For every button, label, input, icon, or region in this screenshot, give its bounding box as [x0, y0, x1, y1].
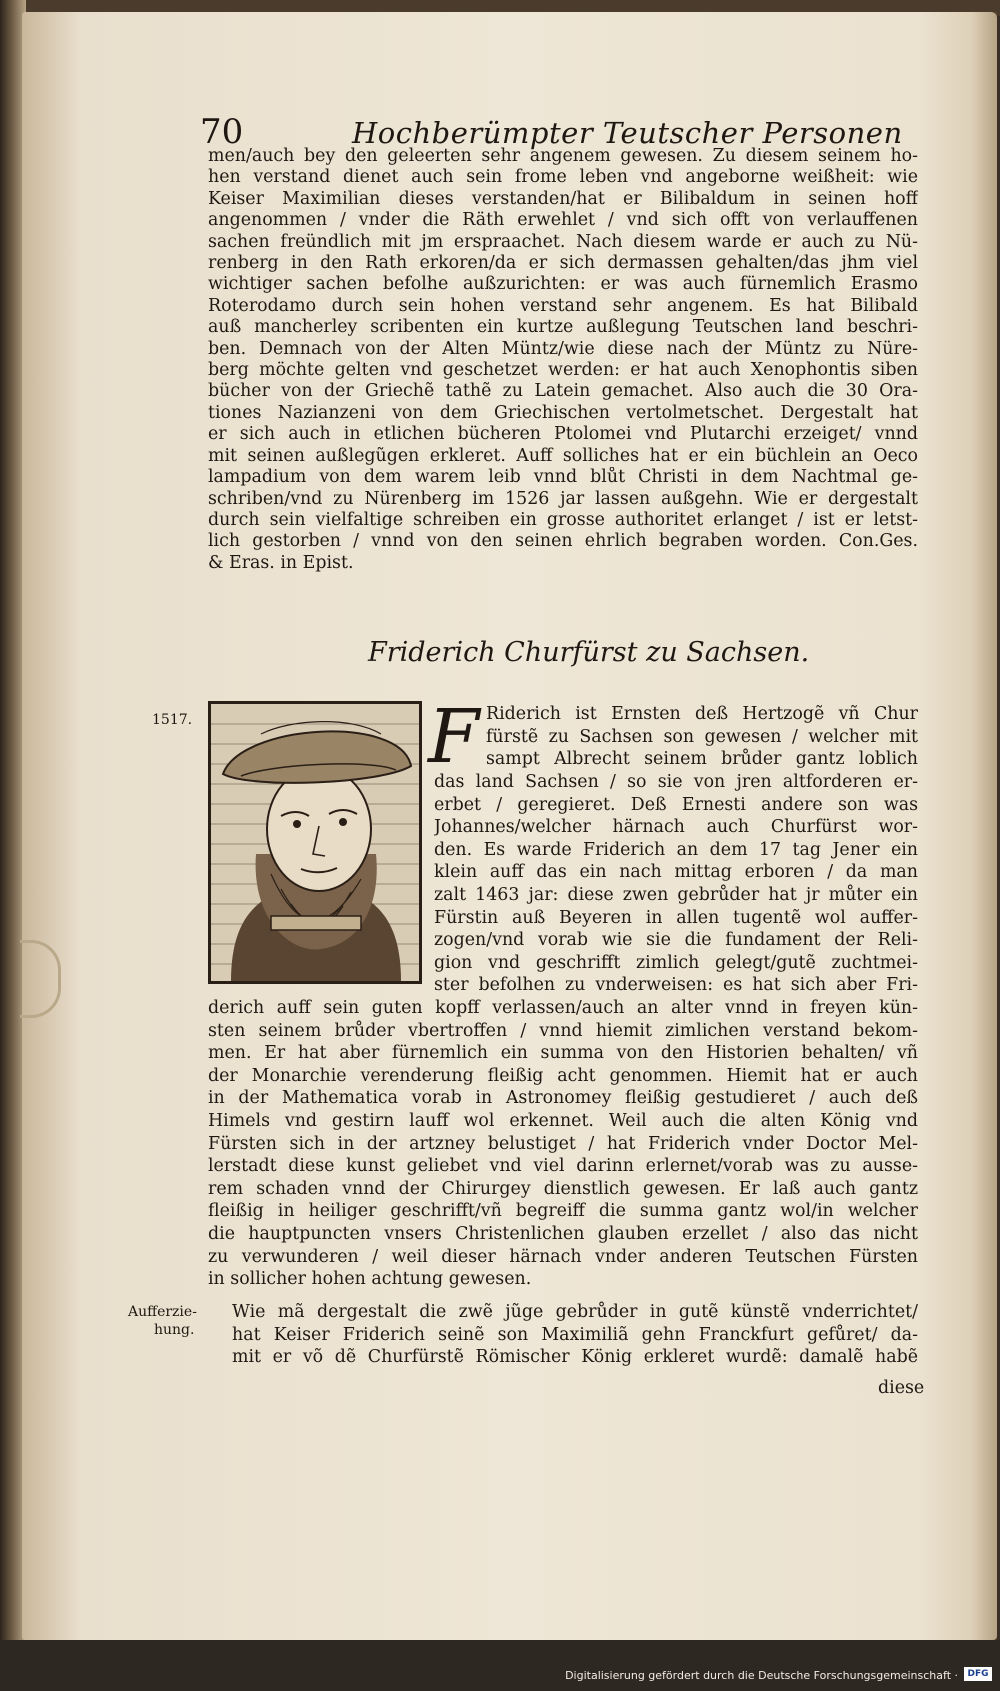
text-line: derich auff sein guten kopff verlassen/auch an alter vnnd in freyen kün‑	[208, 998, 918, 1018]
text-line: die hauptpuncten vnsers Christenlichen glauben erzellet / also das nicht	[208, 1223, 918, 1244]
margin-note-line: Aufferzie‑	[128, 1304, 197, 1320]
text-line: Himels vnd gestirn lauff wol erkennet. Weil auch die alten König vnd	[208, 1110, 918, 1131]
text-line: das land Sachsen / so sie von jren altforderen er‑	[434, 772, 918, 792]
text-line: sampt Albrecht seinem brůder gantz loblich	[486, 749, 918, 770]
text-line: den. Es warde Friderich an dem 17 tag Jener ein	[434, 839, 918, 860]
text-line: rem schaden vnnd der Chirurgey dienstlich gewesen. Er laß auch gantz	[208, 1178, 918, 1199]
catchword: diese	[878, 1378, 925, 1398]
text-line: zalt 1463 jar: diese zwen gebrůder hat jr můter ein	[434, 884, 918, 905]
text-line: gion vnd geschrifft zimlich gelegt/gutẽ zuchtmei‑	[434, 952, 918, 973]
text-line: angenommen / vnder die Räth erwehlet / vnd sich offt von verlauffenen	[208, 210, 918, 231]
funding-notice: Digitalisierung gefördert durch die Deutsche Forschungsgemeinschaft ·	[565, 1669, 958, 1682]
text-line: Fürstin auß Beyeren in allen tugentẽ wol auffer‑	[434, 907, 918, 928]
text-line: klein auff das ein nach mittag erboren / da man	[434, 862, 918, 883]
text-line: Wie mã dergestalt die zwẽ jũge gebrůder in gutẽ künstẽ vnderrichtet/	[232, 1302, 918, 1322]
text-line: Riderich ist Ernsten deß Hertzogẽ vñ Chur	[486, 704, 918, 724]
text-line: durch sein vielfaltige schreiben ein grosse authoritet erlanget / ist er letst‑	[208, 509, 918, 530]
text-line: in sollicher hohen achtung gewesen.	[208, 1269, 532, 1290]
drop-cap: F	[428, 694, 480, 780]
margin-note-line: hung.	[154, 1322, 195, 1338]
text-line: er sich auch in etlichen bücheren Ptolomei vnd Plutarchi erzeiget/ vnnd	[208, 424, 918, 445]
text-line: hen verstand dienet auch sein frome leben vnd angeborne weißheit: wie	[208, 167, 918, 188]
text-line: in der Mathematica vorab in Astronomey fleißig gestudieret / auch deß	[208, 1088, 918, 1109]
first-line-block	[486, 703, 918, 771]
text-line: men. Er hat aber fürnemlich ein summa von den Historien behalten/ vñ	[208, 1043, 918, 1064]
text-line: auß mancherley scribenten ein kurtze außlegung Teutschen land beschri‑	[208, 317, 918, 338]
text-line: hat Keiser Friderich seinẽ son Maximiliã gehn Franckfurt gefůret/ da‑	[232, 1324, 918, 1345]
text-line: zu verwunderen / weil dieser härnach vnder anderen Teutschen Fürsten	[208, 1246, 918, 1267]
text-line: lerstadt diese kunst geliebet vnd viel darinn erlernet/vorab was zu ausse‑	[208, 1156, 918, 1177]
text-line: lich gestorben / vnnd von den seinen ehrlich begraben worden. Con.Ges.	[208, 531, 918, 552]
scanner-footer-bar	[0, 1640, 1000, 1691]
margin-year: 1517.	[152, 712, 193, 728]
text-line: & Eras. in Epist.	[208, 552, 354, 573]
margin-note-upbringing	[128, 1303, 197, 1339]
text-line: erbet / geregieret. Deß Ernesti andere son was	[434, 794, 918, 815]
portrait-image	[211, 704, 419, 981]
text-line: mit seinen außlegũgen erkleret. Auff solliches hat er ein büchlein an Oeco	[208, 445, 918, 466]
text-line: Keiser Maximilian dieses verstanden/hat er Bilibaldum in seinen hoff	[208, 188, 918, 209]
text-line: renberg in den Rath erkoren/da er sich dermassen gehalten/das jhm viel	[208, 253, 918, 274]
text-line: Johannes/welcher härnach auch Churfürst wor‑	[434, 817, 918, 838]
text-line: men/auch bey den geleerten sehr angenem gewesen. Zu diesem seinem ho‑	[208, 146, 918, 166]
text-line: zogen/vnd vorab wie sie die fundament der Reli‑	[434, 930, 918, 951]
text-line: der Monarchie verenderung fleißig acht genommen. Hiemit hat er auch	[208, 1065, 918, 1086]
text-line: sten seinem brůder vbertroffen / vnnd hiemit zimlichen verstand bekom‑	[208, 1020, 918, 1041]
text-line: Roterodamo durch sein hohen verstand sehr angenem. Es hat Bilibald	[208, 295, 918, 316]
text-line: lampadium von dem warem leib vnnd blůt Christi in dem Nachtmal ge‑	[208, 467, 918, 488]
text-line: fleißig in heiliger geschrifft/vñ begreiff die summa gantz wol/in welcher	[208, 1201, 918, 1222]
text-line: mit er võ dẽ Churfürstẽ Römischer König erkleret wurdẽ: damalẽ habẽ	[232, 1347, 918, 1368]
top-paragraph	[208, 146, 918, 574]
text-line: ben. Demnach von der Alten Müntz/wie diese nach der Müntz zu Nüre‑	[208, 338, 918, 359]
text-line: bücher von der Griechẽ tathẽ zu Latein gemachet. Also auch die 30 Ora‑	[208, 381, 918, 402]
text-line: ster befolhen zu vnderweisen: es hat sich aber Fri‑	[434, 975, 918, 996]
section-heading: Friderich Churfürst zu Sachsen.	[368, 637, 810, 668]
text-line: berg möchte gelten vnd geschetzet werden: er hat auch Xenophontis siben	[208, 360, 918, 381]
running-head: Hochberümpter Teutscher Personen	[352, 116, 903, 150]
dfg-logo: DFG	[964, 1667, 992, 1681]
page-shadow	[971, 12, 997, 1640]
text-line: tiones Nazianzeni von dem Griechischen vertolmetschet. Dergestalt hat	[208, 402, 918, 423]
below-portrait-text	[208, 997, 918, 1291]
portrait-woodcut	[208, 701, 422, 984]
beside-portrait-text	[434, 771, 918, 997]
final-paragraph	[232, 1301, 918, 1369]
text-line: sachen freündlich mit jm erspraachet. Nach diesem warde er auch zu Nü‑	[208, 231, 918, 252]
page-number: 70	[200, 112, 244, 152]
text-line: schriben/vnd zu Nürenberg im 1526 jar lassen außgehn. Wie er dergestalt	[208, 488, 918, 509]
text-line: wichtiger sachen befolhe außzurichten: er was auch fürnemlich Erasmo	[208, 274, 918, 295]
text-line: fürstẽ zu Sachsen son gewesen / welcher mit	[486, 726, 918, 747]
text-line: Fürsten sich in der artzney belustiget / hat Friderich vnder Doctor Mel‑	[208, 1133, 918, 1154]
